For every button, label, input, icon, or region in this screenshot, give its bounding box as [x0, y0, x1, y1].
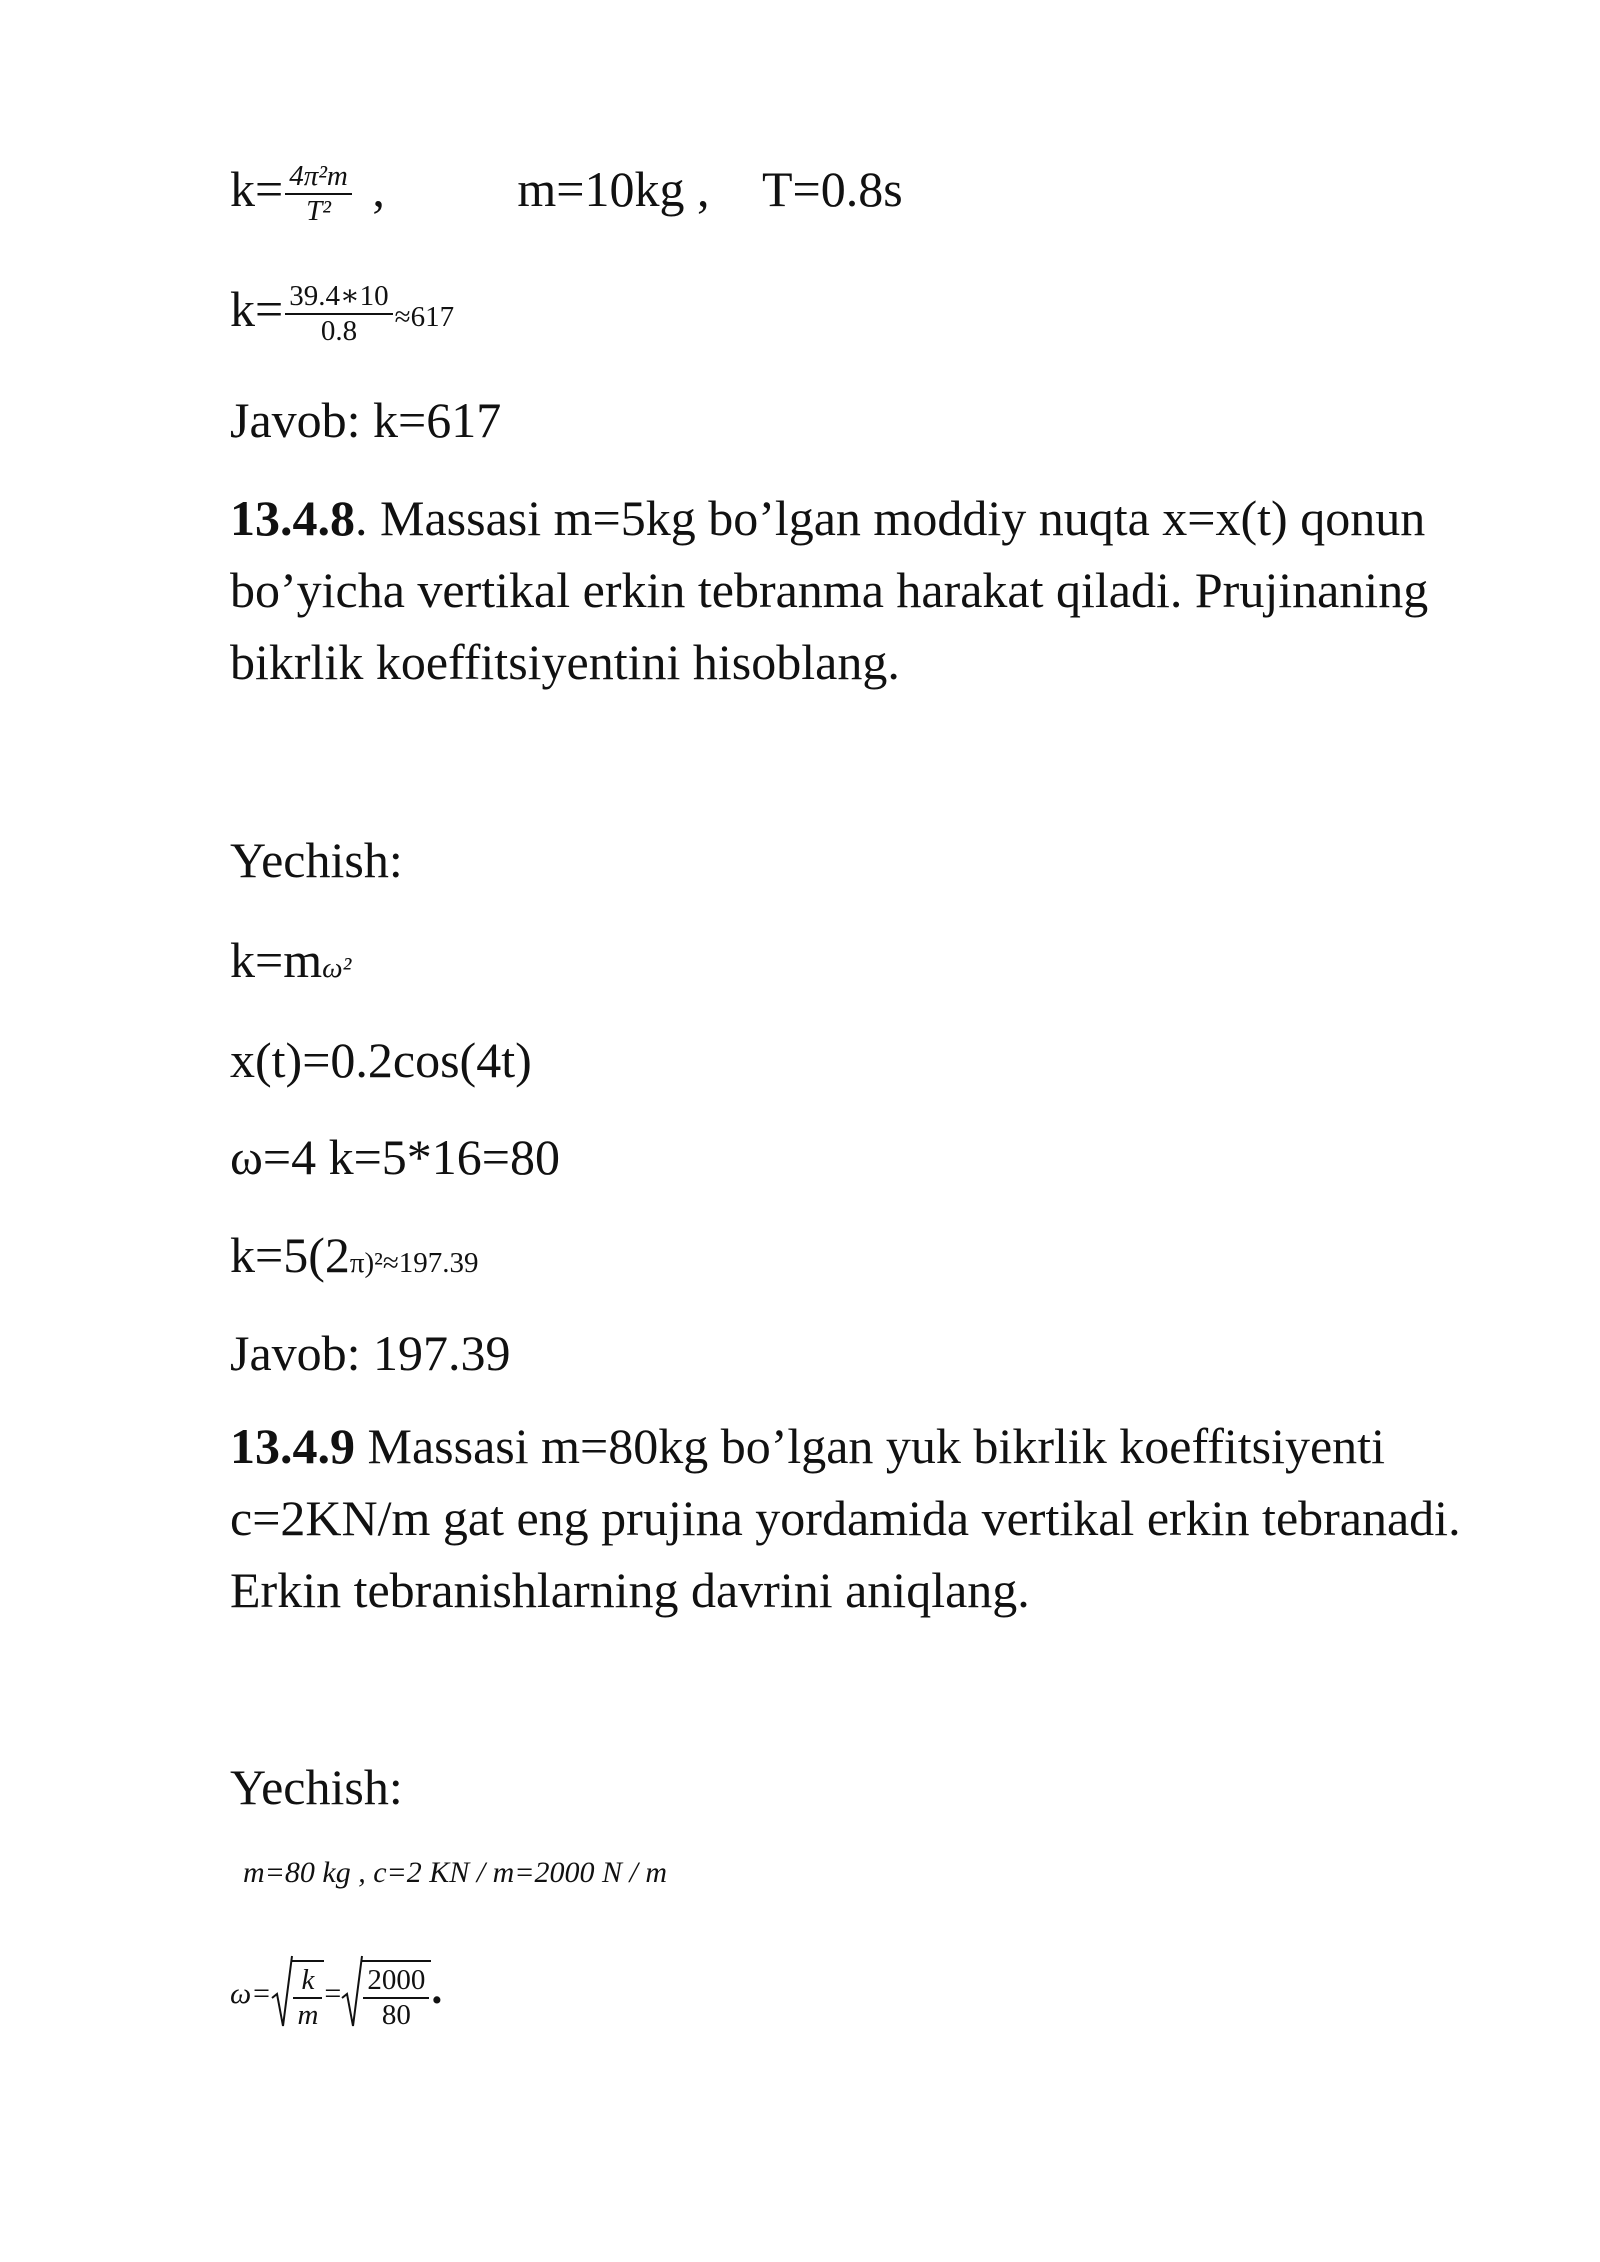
- fraction-denominator: 80: [363, 1997, 429, 2032]
- fraction-numerator: k: [301, 1964, 315, 1996]
- equals-sign: =: [324, 1977, 342, 2011]
- equation-omega-k: ω=4 k=5*16=80: [230, 1129, 561, 1185]
- solution-heading: Yechish:: [230, 832, 403, 888]
- fraction: [285, 280, 392, 349]
- problem-text: . Massasi m=5kg bo’lgan moddiy nuqta x=x(t) qonun bo’yicha vertikal erkin tebranma harakat qiladi. Prujinaning bikrlik koeffitsiyentini hisoblang.: [230, 490, 1429, 690]
- fraction: [293, 1964, 322, 2033]
- sqrt-k-over-m: [271, 1960, 324, 2033]
- solution-heading: Yechish:: [230, 1759, 403, 1815]
- equation-main: k=5(2: [230, 1227, 350, 1283]
- fraction-denominator: m: [293, 1997, 322, 2032]
- given-mass: m=10kg ,: [517, 160, 710, 217]
- equation-k-pi: [230, 1227, 479, 1283]
- equation-tail: π)²≈197.39: [349, 1247, 479, 1279]
- k-equals: k=: [230, 160, 284, 217]
- answer-line: Javob: 197.39: [230, 1325, 511, 1381]
- sqrt-2000-over-80: [341, 1960, 431, 2033]
- answer-line: Javob: k=617: [230, 392, 502, 448]
- problem-number: 13.4.9: [230, 1418, 355, 1474]
- end-dot: .: [431, 1964, 443, 2014]
- approx-result: ≈617: [394, 300, 455, 333]
- omega-squared: ω²: [322, 952, 352, 984]
- fraction-numerator: 2000: [367, 1964, 426, 1996]
- formula-k-numeric: [230, 280, 454, 349]
- fraction-numerator: 39.4∗10: [289, 280, 389, 312]
- problem-13-4-9: [230, 1410, 1530, 1626]
- equation-k-m-omega: [230, 932, 352, 988]
- equation-main: k=m: [230, 932, 323, 988]
- separator-comma: ,: [372, 160, 385, 217]
- problem-13-4-8: [230, 482, 1530, 698]
- problem-text: Massasi m=80kg bo’lgan yuk bikrlik koeffitsiyenti c=2KN/m gat eng prujina yordamida vertikal erkin tebranadi. Erkin tebranishlarning davrini aniqlang.: [230, 1418, 1461, 1618]
- equation-x-t: x(t)=0.2cos(4t): [230, 1032, 532, 1088]
- omega-formula: [230, 1960, 442, 2033]
- formula-k-period: [230, 160, 903, 229]
- fraction-denominator: 0.8: [285, 313, 392, 348]
- k-equals: k=: [230, 280, 284, 337]
- fraction: [363, 1964, 429, 2033]
- radical-sign: [271, 1954, 293, 2028]
- given-values: m=80 kg , c=2 KN / m=2000 N / m: [243, 1856, 668, 1889]
- given-period: T=0.8s: [761, 160, 903, 217]
- radical-sign: [341, 1954, 363, 2028]
- omega-lhs: ω=: [230, 1977, 272, 2011]
- problem-number: 13.4.8: [230, 490, 355, 546]
- fraction-numerator: 4π²m: [289, 160, 348, 192]
- fraction: [285, 160, 352, 229]
- fraction-denominator: T²: [285, 193, 352, 228]
